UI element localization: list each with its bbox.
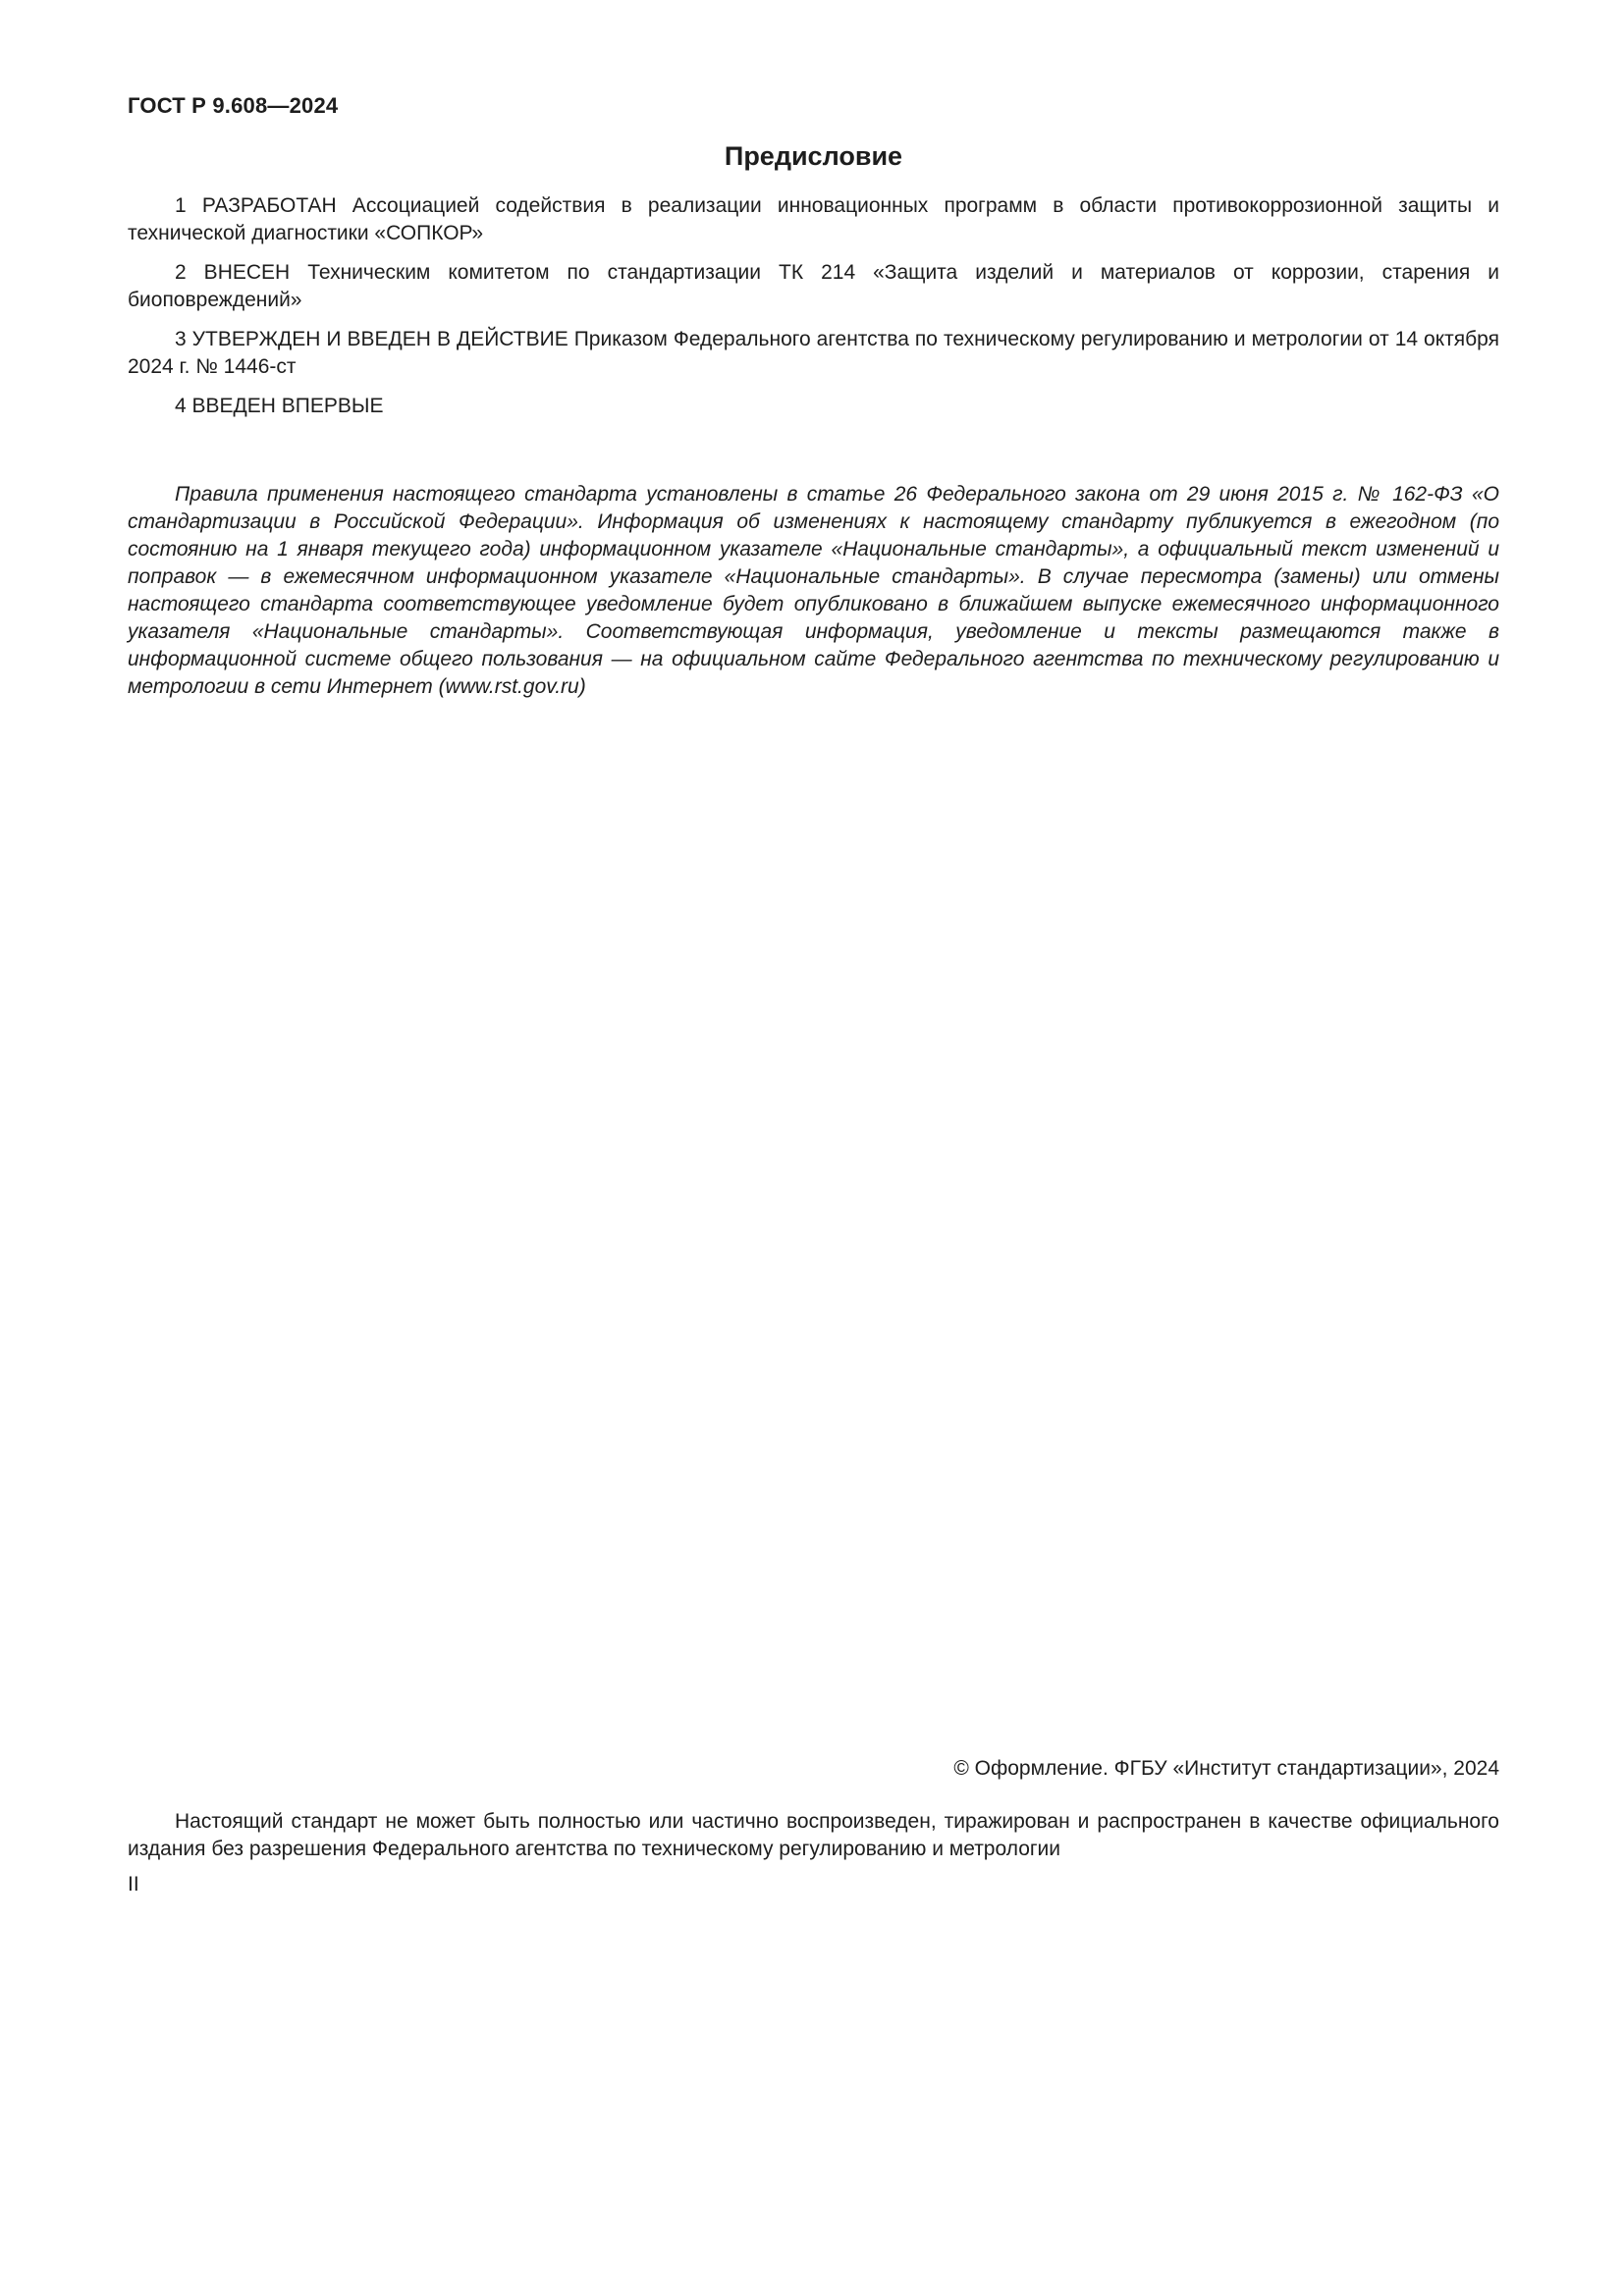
foreword-section xyxy=(128,192,1499,713)
page-number: II xyxy=(128,1873,139,1896)
foreword-item-first-edition: 4 ВВЕДЕН ВПЕРВЫЕ xyxy=(175,395,384,417)
copyright-line: © Оформление. ФГБУ «Институт стандартизации», 2024 xyxy=(953,1757,1499,1780)
foreword-item-submitted: 2 ВНЕСЕН Техническим комитетом по стандартизации ТК 214 «Защита изделий и материалов от коррозии, старения и биоповреждений» xyxy=(128,261,1499,311)
standard-designation: ГОСТ Р 9.608—2024 xyxy=(128,93,339,118)
foreword-item-developed: 1 РАЗРАБОТАН Ассоциацией содействия в реализации инновационных программ в области противокоррозионной защиты и технической диагностики «СОПКОР» xyxy=(128,194,1499,244)
distribution-restriction-note: Настоящий стандарт не может быть полностью или частично воспроизведен, тиражирован и распространен в качестве официального издания без разрешения Федерального агентства по техническому регулированию и метрологии xyxy=(128,1810,1499,1860)
page-title: Предисловие xyxy=(724,141,903,171)
foreword-item-approved: 3 УТВЕРЖДЕН И ВВЕДЕН В ДЕЙСТВИЕ Приказом Федерального агентства по техническому регулированию и метрологии от 14 октября 2024 г. № 1446-ст xyxy=(128,328,1499,378)
page-footer-block xyxy=(128,1755,1499,1898)
application-rules-note: Правила применения настоящего стандарта установлены в статье 26 Федерального закона от 29 июня 2015 г. № 162-ФЗ «О стандартизации в Российской Федерации». Информация об изменениях к настоящему стандарту публикуется в ежегодном (по состоянию на 1 января текущего года) информационном указателе «Национальные стандарты», а официальный текст изменений и поправок — в ежемесячном информационном указателе «Национальные стандарты». В случае пересмотра (замены) или отмены настоящего стандарта соответствующее уведомление будет опубликовано в ближайшем выпуске ежемесячного информационного указателя «Национальные стандарты». Соответствующая информация, уведомление и тексты размещаются также в информационной системе общего пользования — на официальном сайте Федерального агентства по техническому регулированию и метрологии в сети Интернет (www.rst.gov.ru) xyxy=(128,483,1499,698)
